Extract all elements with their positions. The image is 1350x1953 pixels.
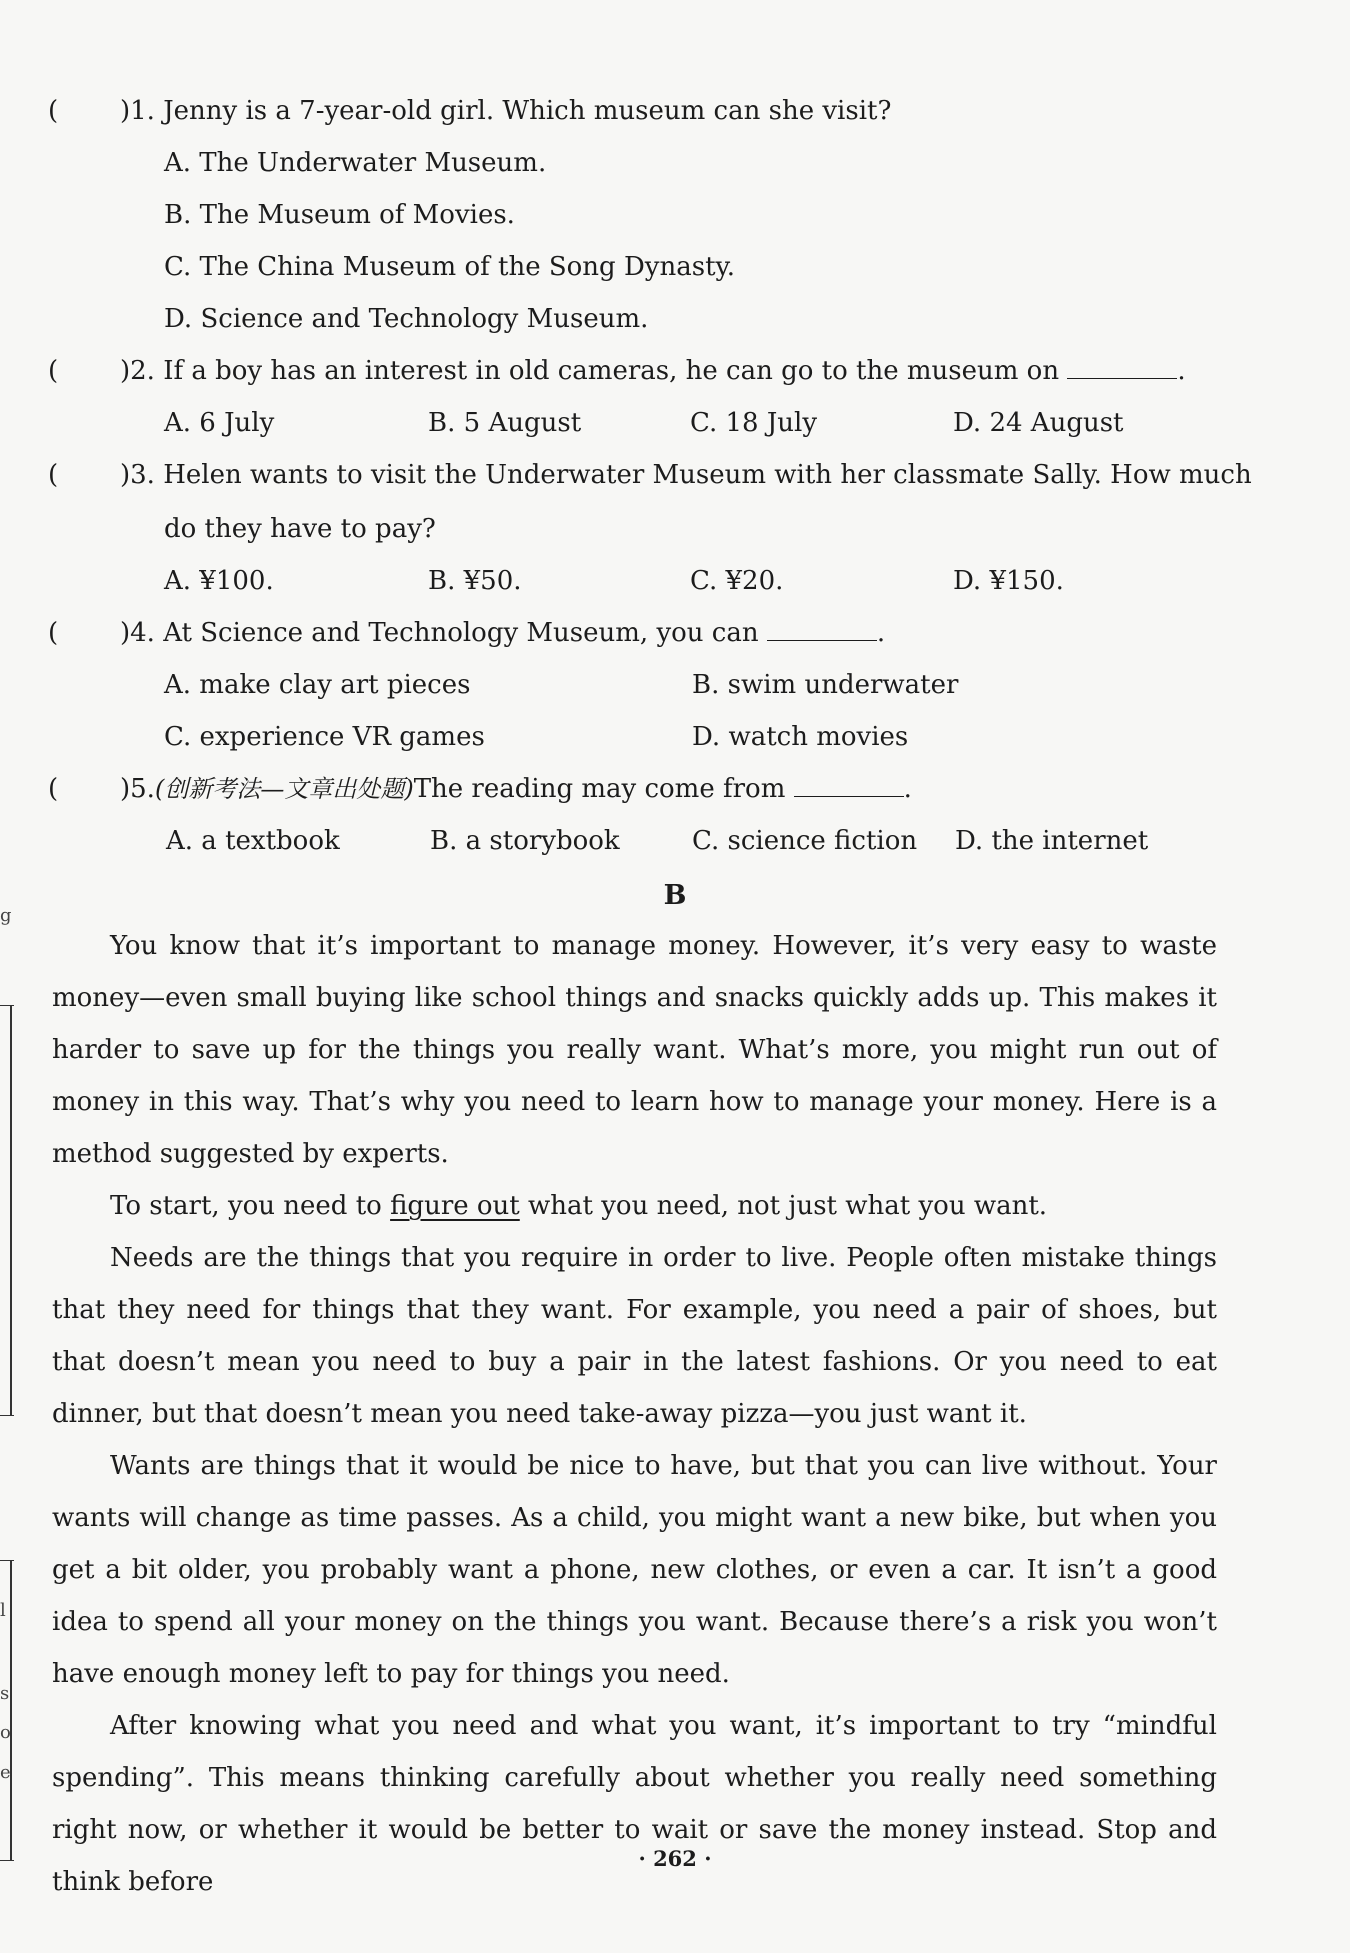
underlined-phrase: figure out <box>390 1191 520 1221</box>
binding-tick <box>0 1005 14 1006</box>
binding-line <box>10 1005 12 1415</box>
page-number: · 262 · <box>638 1846 712 1871</box>
option: A. The Underwater Museum. <box>164 148 547 178</box>
binding-tick <box>0 1560 14 1561</box>
binding-line <box>10 1560 12 1860</box>
option: A. make clay art pieces <box>164 670 471 700</box>
option: C. ¥20. <box>690 566 784 596</box>
margin-char: l <box>0 1600 6 1621</box>
paragraph-text: Wants are things that it would be nice to have, but that you can live without. Your wants will change as time passes. As a child, you might want a new bike, but when you get a bit older, you probably want a phone, new clothes, or even a car. It isn’t a good idea to spend all your money on the things you want. Because there’s a risk you won’t have enough money left to pay for things you need. <box>52 1451 1217 1689</box>
option: B. swim underwater <box>692 670 959 700</box>
question-stem: The reading may come from <box>413 774 786 804</box>
option: C. The China Museum of the Song Dynasty. <box>164 252 736 282</box>
answer-blank[interactable] <box>767 618 877 641</box>
option: B. ¥50. <box>428 566 522 596</box>
margin-char: e <box>0 1762 11 1783</box>
option: D. watch movies <box>692 722 909 752</box>
stem-end: . <box>903 774 912 804</box>
question-2 <box>48 354 1186 388</box>
question-stem: )4. At Science and Technology Museum, you can <box>120 618 759 648</box>
option: A. a textbook <box>166 826 340 856</box>
answer-paren[interactable]: ( <box>48 618 59 648</box>
passage-paragraph <box>52 920 1217 1180</box>
answer-paren[interactable]: ( <box>48 774 59 804</box>
section-title: B <box>663 880 687 911</box>
question-number: )5. <box>120 774 155 804</box>
option: D. ¥150. <box>953 566 1064 596</box>
question-stem: )3. Helen wants to visit the Underwater Museum with her classmate Sally. How much <box>120 460 1252 490</box>
option: B. 5 August <box>428 408 582 438</box>
margin-char: s <box>0 1683 10 1704</box>
stem-end: . <box>1177 356 1186 386</box>
paragraph-text: You know that it’s important to manage money. However, it’s very easy to waste money—even small buying like school things and snacks quickly adds up. This makes it harder to save up for the things you really want. What’s more, you might run out of money in this way. That’s why you need to learn how to manage your money. Here is a method suggested by experts. <box>52 931 1217 1169</box>
option: D. Science and Technology Museum. <box>164 304 649 334</box>
option: B. a storybook <box>430 826 620 856</box>
answer-paren[interactable]: ( <box>48 460 59 490</box>
question-4 <box>48 616 885 650</box>
question-type-tag: (创新考法—文章出处题) <box>154 775 414 803</box>
question-3 <box>48 458 1252 492</box>
option: B. The Museum of Movies. <box>164 200 515 230</box>
question-1 <box>48 94 891 128</box>
paragraph-text: Needs are the things that you require in order to live. People often mistake things that they need for things that they want. For example, you need a pair of shoes, but that doesn’t mean you need to buy a pair in the latest fashions. Or you need to eat dinner, but that doesn’t mean you need take-away pizza—you just want it. <box>52 1243 1217 1429</box>
option: C. 18 July <box>690 408 818 438</box>
question-stem-line2: do they have to pay? <box>164 514 436 544</box>
option: A. 6 July <box>164 408 275 438</box>
margin-char: o <box>0 1722 11 1743</box>
passage-paragraph <box>52 1700 1217 1908</box>
option: C. science fiction <box>692 826 918 856</box>
paragraph-text: After knowing what you need and what you want, it’s important to try “mindful spending”. This means thinking carefully about whether you really need something right now, or whether it would be better to wait or save the money instead. Stop and think before <box>52 1711 1217 1897</box>
paragraph-text: To start, you need to <box>110 1191 391 1221</box>
question-5 <box>48 772 912 806</box>
paragraph-text: what you need, not just what you want. <box>519 1191 1048 1221</box>
question-stem: )1. Jenny is a 7-year-old girl. Which museum can she visit? <box>120 96 892 126</box>
option: A. ¥100. <box>164 566 274 596</box>
margin-char: g <box>0 905 12 926</box>
option: D. 24 August <box>953 408 1124 438</box>
binding-tick <box>0 1415 14 1416</box>
question-stem: )2. If a boy has an interest in old cameras, he can go to the museum on <box>120 356 1060 386</box>
passage-paragraph <box>52 1440 1217 1700</box>
passage-paragraph <box>52 1232 1217 1440</box>
answer-blank[interactable] <box>794 774 904 797</box>
answer-paren[interactable]: ( <box>48 96 59 126</box>
answer-blank[interactable] <box>1067 356 1177 379</box>
option: C. experience VR games <box>164 722 485 752</box>
passage-paragraph <box>52 1180 1217 1232</box>
option: D. the internet <box>955 826 1149 856</box>
answer-paren[interactable]: ( <box>48 356 59 386</box>
stem-end: . <box>876 618 886 648</box>
